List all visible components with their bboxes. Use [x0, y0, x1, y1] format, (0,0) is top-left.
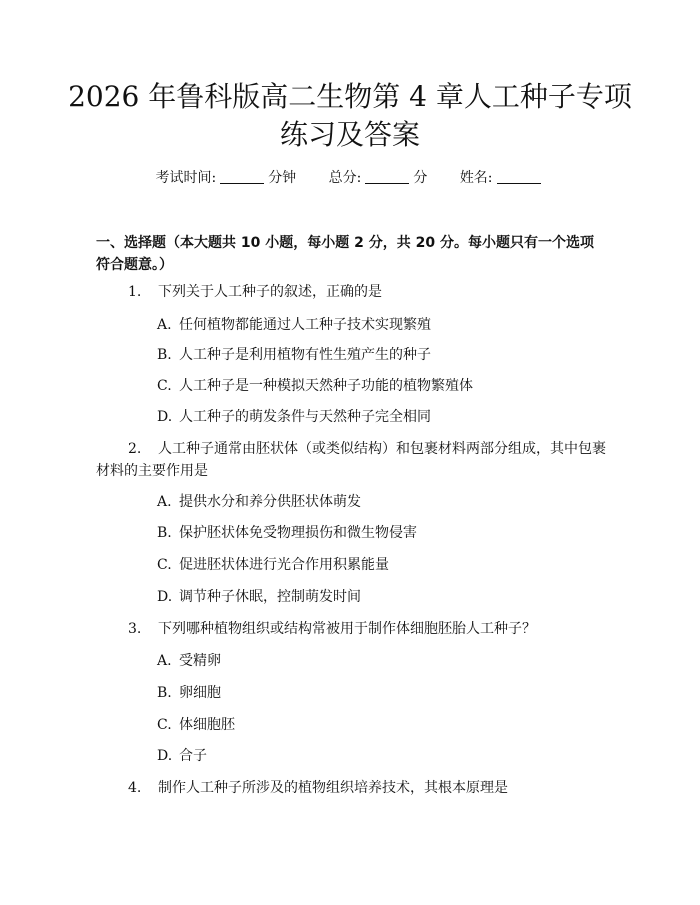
option-letter: D. [157, 589, 173, 605]
exam-time-blank [220, 169, 264, 184]
total-score-unit: 分 [413, 170, 428, 186]
question-1-option-c [157, 376, 607, 396]
document-title [60, 78, 640, 154]
name-blank [497, 169, 541, 184]
option-text: 保护胚状体免受物理损伤和微生物侵害 [179, 525, 417, 541]
question-1-option-b [157, 345, 607, 365]
option-letter: A. [157, 317, 172, 333]
option-letter: D. [157, 409, 173, 425]
total-score-blank [365, 169, 409, 184]
option-letter: A. [157, 494, 172, 510]
question-number: 3. [128, 621, 142, 637]
question-2-option-c [157, 555, 607, 575]
question-3-stem [128, 618, 606, 640]
option-text: 提供水分和养分供胚状体萌发 [179, 494, 361, 510]
option-letter: A. [157, 653, 172, 669]
question-3-option-d [157, 746, 607, 766]
option-text: 任何植物都能通过人工种子技术实现繁殖 [179, 317, 431, 333]
question-4-stem [128, 777, 606, 799]
option-text: 促进胚状体进行光合作用积累能量 [179, 557, 389, 573]
question-text: 下列哪种植物组织或结构常被用于制作体细胞胚胎人工种子？ [158, 621, 536, 637]
question-2-stem [96, 438, 606, 482]
question-1-option-d [157, 407, 607, 427]
option-letter: C. [157, 557, 172, 573]
section-title: 一、选择题（本大题共 10 小题，每小题 2 分，共 20 分。每小题只有一个选项符合题意。） [96, 235, 594, 273]
option-letter: B. [157, 347, 172, 363]
option-letter: B. [157, 685, 172, 701]
option-text: 调节种子休眠，控制萌发时间 [179, 589, 361, 605]
exam-time-label: 考试时间: [155, 170, 217, 186]
question-3-option-a [157, 651, 607, 671]
exam-info [0, 168, 700, 188]
question-2-option-a [157, 492, 607, 512]
question-number: 1. [128, 284, 142, 300]
option-text: 卵细胞 [179, 685, 221, 701]
question-3-option-c [157, 715, 607, 735]
question-text: 人工种子通常由胚状体（或类似结构）和包裹材料两部分组成，其中包裹材料的主要作用是 [96, 441, 606, 479]
question-text: 下列关于人工种子的叙述，正确的是 [158, 284, 382, 300]
student-name [460, 168, 545, 188]
option-letter: C. [157, 717, 172, 733]
title-line-1: 2026 年鲁科版高二生物第 4 章人工种子专项 [68, 80, 632, 113]
question-3-option-b [157, 683, 607, 703]
total-score-label: 总分: [328, 170, 362, 186]
option-letter: B. [157, 525, 172, 541]
exam-time-unit: 分钟 [268, 170, 297, 186]
option-text: 人工种子的萌发条件与天然种子完全相同 [179, 409, 431, 425]
option-letter: D. [157, 748, 173, 764]
option-letter: C. [157, 378, 172, 394]
question-1-stem [128, 281, 606, 303]
option-text: 受精卵 [179, 653, 221, 669]
option-text: 合子 [179, 748, 207, 764]
title-line-2: 练习及答案 [279, 118, 420, 151]
question-2-option-b [157, 523, 607, 543]
option-text: 人工种子是一种模拟天然种子功能的植物繁殖体 [179, 378, 473, 394]
question-1-option-a [157, 315, 607, 335]
option-text: 人工种子是利用植物有性生殖产生的种子 [179, 347, 431, 363]
exam-time [155, 168, 296, 188]
name-label: 姓名: [459, 170, 493, 186]
question-number: 4. [128, 780, 142, 796]
question-number: 2. [128, 441, 142, 457]
total-score [329, 168, 428, 188]
option-text: 体细胞胚 [179, 717, 235, 733]
question-text: 制作人工种子所涉及的植物组织培养技术，其根本原理是 [158, 780, 508, 796]
question-2-option-d [157, 587, 607, 607]
